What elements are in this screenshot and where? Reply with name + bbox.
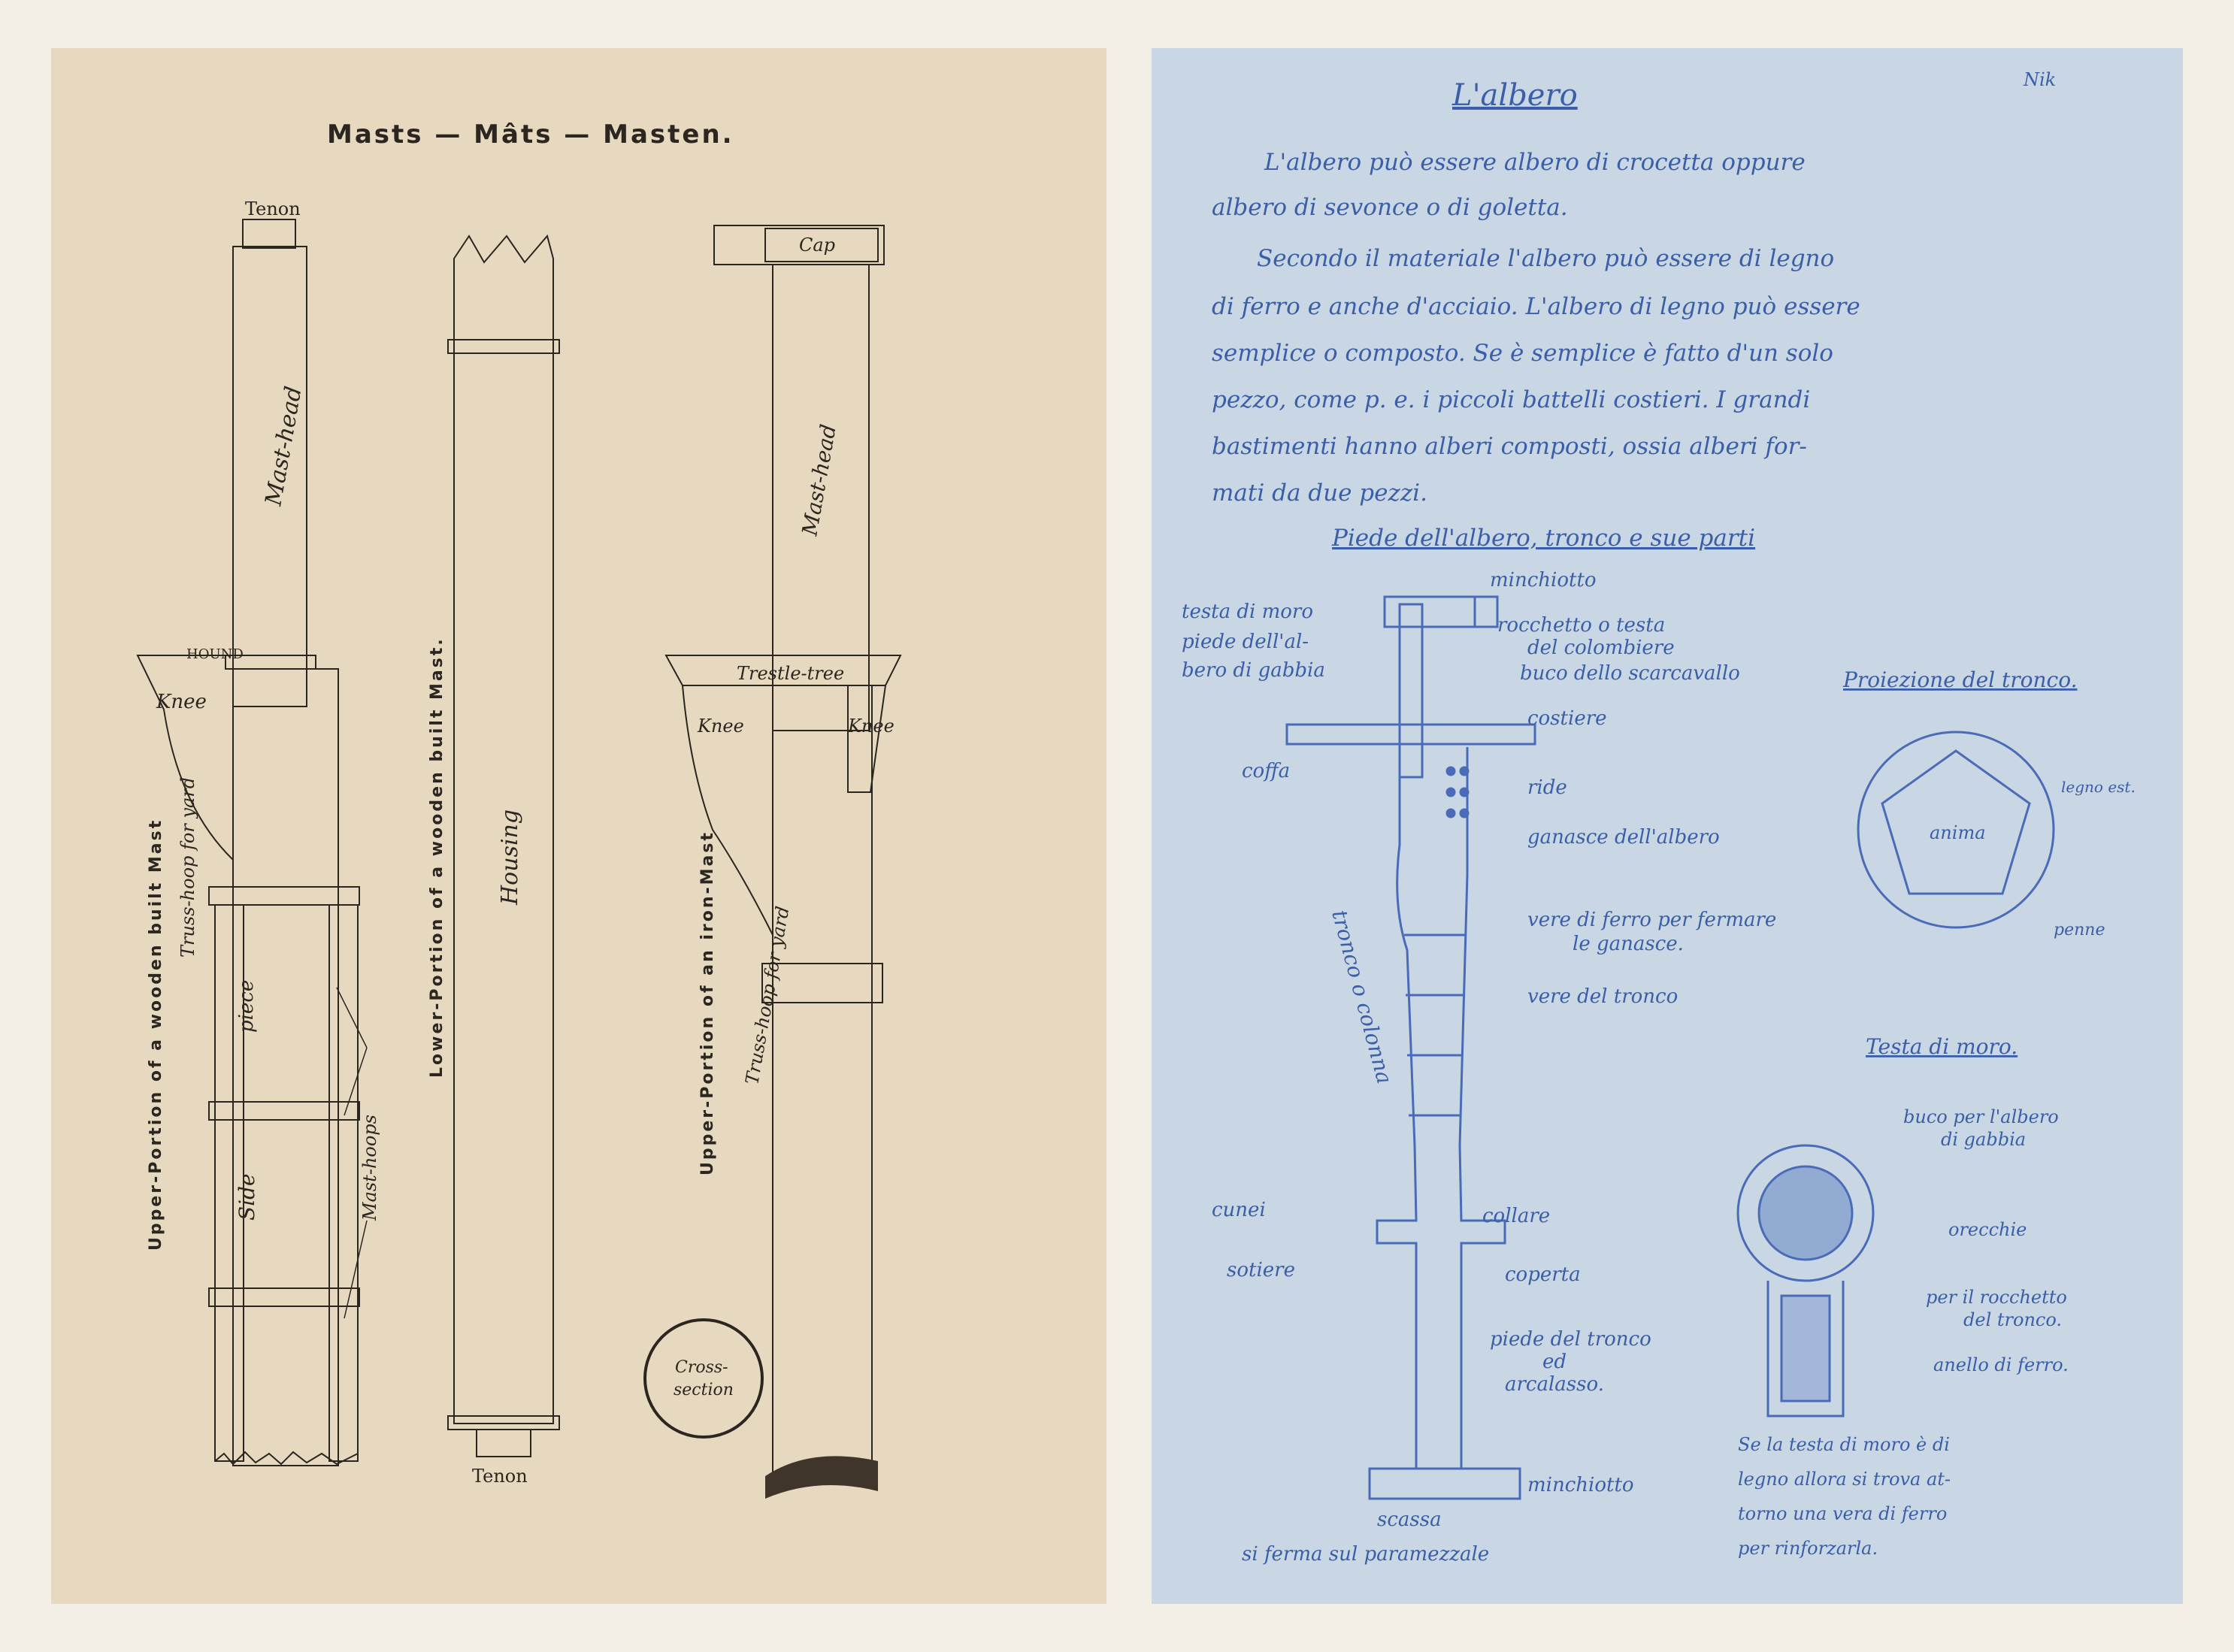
handwritten-albero-page <box>1152 48 2183 1604</box>
paragraph-line-3: Secondo il materiale l'albero può essere di legno <box>1257 245 1835 272</box>
testa-di-moro-diagram <box>1738 1145 1873 1416</box>
label-piede-tronco-2: ed <box>1542 1351 1567 1373</box>
label-rocchetto-1: rocchetto o testa <box>1497 614 1666 637</box>
paragraph-line-7: bastimenti hanno alberi composti, ossia alberi for- <box>1212 433 1807 460</box>
paragraph-line-8: mati da due pezzi. <box>1212 480 1427 507</box>
paragraph-line-4: di ferro e anche d'acciaio. L'albero di legno può essere <box>1212 293 1860 320</box>
label-rocchetto-tronco-1: per il rocchetto <box>1926 1287 2067 1308</box>
label-piede-tronco-1: piede del tronco <box>1490 1328 1651 1351</box>
label-ride: ride <box>1527 776 1567 799</box>
label-piede-tronco-3: arcalasso. <box>1505 1373 1604 1396</box>
masts-engraving <box>51 48 1106 1604</box>
section-title: Piede dell'albero, tronco e sue parti <box>1332 525 1756 552</box>
cross-section-label-2: section <box>674 1381 734 1399</box>
testa-footnote <box>1738 1434 1951 1559</box>
corner-note: Nik <box>2024 69 2057 90</box>
label-minchiotto-bottom: minchiotto <box>1527 1474 1634 1496</box>
label-rocchetto-tronco-2: del tronco. <box>1963 1309 2062 1330</box>
paragraph-line-1: L'albero può essere albero di crocetta oppure <box>1264 149 1806 176</box>
hound-label: HOUND <box>186 646 244 662</box>
label-piede-albero-1: piede dell'al- <box>1182 631 1309 653</box>
lower-wooden-mast-caption: Lower-Portion of a wooden built Mast. <box>428 637 446 1078</box>
footnote-line-4: per rinforzarla. <box>1738 1538 1878 1559</box>
albero-sketch <box>1152 48 2183 1604</box>
footnote-line-3: torno una vera di ferro <box>1738 1503 1948 1524</box>
label-legno-esterno: legno est. <box>2061 778 2136 796</box>
knee-iron-left-label: Knee <box>698 716 744 737</box>
knee-wood-label: Knee <box>156 691 207 713</box>
label-sotiere: sotiere <box>1227 1259 1295 1281</box>
albero-title: L'albero <box>1452 78 1578 113</box>
albero-mast-sketch <box>1287 597 1535 1499</box>
label-si-ferma: si ferma sul paramezzale <box>1242 1543 1490 1566</box>
knee-iron-right-label: Knee <box>848 716 895 737</box>
tenon-bottom-label: Tenon <box>472 1466 528 1487</box>
label-vere-tronco: vere del tronco <box>1527 985 1679 1008</box>
side-label: Side <box>235 1173 259 1221</box>
printed-masts-page <box>51 48 1106 1604</box>
label-penne: penne <box>2054 921 2105 939</box>
label-cunei: cunei <box>1212 1199 1266 1221</box>
label-vere-ferro-1: vere di ferro per fermare <box>1527 909 1777 931</box>
footnote-line-2: legno allora si trova at- <box>1738 1469 1951 1490</box>
label-buco-albero-2: di gabbia <box>1941 1129 2027 1150</box>
housing-label: Housing <box>497 809 523 905</box>
testa-title: Testa di moro. <box>1866 1034 2018 1059</box>
label-collare: collare <box>1482 1205 1551 1227</box>
label-anima: anima <box>1930 822 1986 843</box>
masthead-wood-label: Mast-head <box>260 384 307 508</box>
cross-section-diagram <box>645 1320 762 1437</box>
cross-section-label-1: Cross- <box>675 1358 728 1377</box>
truss-hoop-label-2: Truss-hoop for yard <box>741 904 794 1087</box>
masthead-iron-label: Mast-head <box>797 422 841 538</box>
cap-label: Cap <box>799 234 836 256</box>
label-vere-ferro-2: le ganasce. <box>1573 933 1684 955</box>
label-minchiotto-top: minchiotto <box>1490 569 1597 592</box>
upper-wooden-mast-caption: Upper-Portion of a wooden built Mast <box>147 818 165 1251</box>
label-anello: anello di ferro. <box>1933 1354 2069 1375</box>
label-tronco-colonna: tronco o colonna <box>1327 907 1397 1087</box>
truss-hoop-label-1: Truss-hoop for yard <box>177 776 198 958</box>
paragraph-line-2: albero di sevonce o di goletta. <box>1212 194 1568 221</box>
upper-iron-mast-caption: Upper-Portion of an iron-Mast <box>698 830 717 1175</box>
label-piede-albero-2: bero di gabbia <box>1182 659 1325 682</box>
label-buco-albero-1: buco per l'albero <box>1903 1106 2059 1127</box>
tenon-top-label: Tenon <box>245 198 301 219</box>
label-testa-di-moro: testa di moro <box>1182 601 1314 623</box>
wooden-mast-upper-drawing <box>138 219 359 1466</box>
piece-label: piece <box>235 979 258 1033</box>
page-title: Masts — Mâts — Masten. <box>327 120 734 150</box>
label-scassa: scassa <box>1377 1508 1442 1531</box>
paragraph-line-6: pezzo, come p. e. i piccoli battelli costieri. I grandi <box>1212 386 1811 413</box>
label-orecchie: orecchie <box>1948 1219 2027 1240</box>
label-coperta: coperta <box>1505 1263 1581 1286</box>
label-buco: buco dello scarcavallo <box>1520 662 1740 685</box>
mast-hoops-label: Mast-hoops <box>359 1115 380 1221</box>
footnote-line-1: Se la testa di moro è di <box>1738 1434 1950 1455</box>
paragraph-line-5: semplice o composto. Se è semplice è fatto d'un solo <box>1212 340 1833 367</box>
label-costiere: costiere <box>1527 707 1607 730</box>
label-ganasce: ganasce dell'albero <box>1527 826 1720 849</box>
albero-paragraph <box>1212 149 1860 507</box>
label-rocchetto-2: del colombiere <box>1527 637 1675 659</box>
label-coffa: coffa <box>1242 760 1291 782</box>
trestle-tree-label: Trestle-tree <box>737 663 845 684</box>
proiezione-title: Proiezione del tronco. <box>1843 667 2078 692</box>
